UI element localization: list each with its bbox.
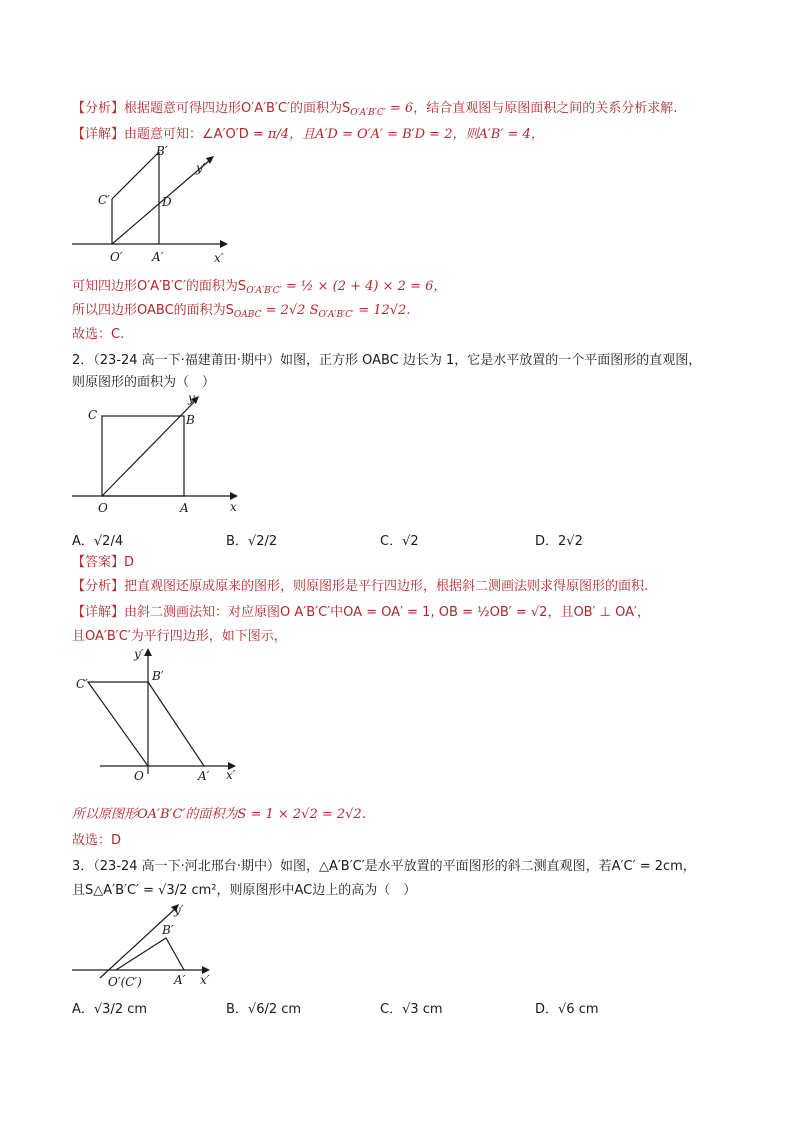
analysis-text: 根据题意可得四边形O′A′B′C′的面积为S — [124, 101, 351, 116]
label-y: y′ — [196, 161, 206, 175]
detail-tag: 【详解】 — [72, 605, 125, 620]
q1-figure — [70, 142, 250, 267]
area-subscript: OABC — [233, 310, 262, 320]
q2-area-line — [72, 806, 366, 824]
label-o: O′ — [110, 250, 123, 264]
y-axis — [102, 400, 196, 496]
detail-tag: 【详解】 — [72, 127, 125, 142]
analysis-tag: 【分析】 — [72, 101, 125, 116]
label-x: x′ — [226, 768, 236, 782]
label-c: C′ — [98, 193, 110, 207]
q2-answer-line — [72, 554, 134, 572]
label-o: O′(C′) — [108, 975, 142, 989]
answer-tag: 【答案】 — [72, 555, 125, 570]
label-b: B — [186, 413, 195, 427]
detail-text: 由斜二测画法知：对应原图O A′B′C′中OA = OA′ = 1, OB = ½OB′ = √2，且OB′ ⊥ OA′， — [124, 605, 650, 620]
q2-option-d[interactable]: D．2√2 — [535, 534, 583, 549]
label-y: y′ — [134, 647, 144, 661]
label-y: y′ — [174, 903, 184, 917]
q3-stem-1: 3．（23-24 高一下·河北邢台·期中）如图，△A′B′C′是水平放置的平面图形的斜二测直观图，若A′C′ = 2cm， — [72, 859, 696, 874]
label-o: O — [134, 769, 144, 783]
area-text: 可知四边形O′A′B′C′的面积为S — [72, 279, 247, 294]
label-a: A′ — [174, 973, 186, 987]
q2-detail-2: 且OA′B′C′为平行四边形，如下图示， — [72, 629, 287, 644]
q3-stem-2: 且S△A′B′C′ = √3/2 cm²，则原图形中AC边上的高为（ ） — [72, 883, 417, 898]
q2-analysis-line — [72, 578, 648, 596]
q2-option-a[interactable]: A．√2/4 — [72, 534, 124, 549]
q1-analysis-line — [72, 100, 677, 122]
y-axis — [100, 908, 176, 978]
q3-figure — [70, 900, 240, 1000]
label-b: B′ — [156, 144, 168, 158]
label-x: x′ — [214, 251, 224, 265]
label-a: A′ — [198, 769, 210, 783]
area-equation: = 2√2 S — [261, 303, 319, 318]
q2-stem-2: 则原图形的面积为（ ） — [72, 375, 216, 390]
side-cb — [112, 152, 159, 199]
q3-option-c[interactable]: C．√3 cm — [380, 1002, 443, 1017]
detail-fraction: π/4 — [267, 127, 290, 142]
label-o: O — [98, 501, 108, 515]
area-subscript: O′A′B′C′ — [246, 286, 282, 296]
label-d: D — [162, 195, 172, 209]
label-a: A′ — [152, 250, 164, 264]
analysis-tag: 【分析】 — [72, 579, 125, 594]
analysis-equation: = 6 — [385, 101, 414, 116]
label-x: x′ — [200, 973, 210, 987]
x-axis-arrow — [230, 492, 238, 500]
label-c: C — [88, 408, 98, 422]
label-c: C′ — [76, 677, 88, 691]
analysis-text: 把直观图还原成原来的图形，则原图形是平行四边形，根据斜二测画法则求得原图形的面积. — [124, 579, 649, 594]
q1-area-line-a — [72, 278, 446, 300]
q2-option-c[interactable]: C．√2 — [380, 534, 419, 549]
label-y: y — [188, 391, 195, 405]
q3-option-a[interactable]: A．√3/2 cm — [72, 1002, 148, 1017]
x-axis-arrow — [220, 240, 228, 248]
area-subscript-2: O′A′B′C′ — [318, 310, 355, 320]
detail-text: 由题意可知：∠A′O′D = — [124, 127, 268, 142]
q3-option-d[interactable]: D．√6 cm — [535, 1002, 599, 1017]
area-tail: = 12√2. — [354, 303, 411, 318]
label-b: B′ — [162, 923, 174, 937]
y-axis-arrow — [144, 648, 152, 656]
q3-option-b[interactable]: B．√6/2 cm — [226, 1002, 302, 1017]
analysis-subscript: O′A′B′C′ — [350, 108, 386, 118]
q1-area-line-b — [72, 302, 410, 324]
label-a: A — [180, 501, 189, 515]
q1-choice: 故选：C. — [72, 327, 125, 342]
detail-tail: ，且A′D = O′A′ = B′D = 2，则A′B′ = 4， — [289, 127, 544, 142]
analysis-tail: ，结合直观图与原图面积之间的关系分析求解. — [413, 101, 678, 116]
area-text: 所以四边形OABC的面积为S — [72, 303, 234, 318]
label-x: x — [230, 500, 237, 514]
q2-choice: 故选：D — [72, 833, 122, 848]
label-b: B′ — [152, 669, 164, 683]
q2-option-b[interactable]: B．√2/2 — [226, 534, 278, 549]
q2-stem-1: 2．（23-24 高一下·福建莆田·期中）如图，正方形 OABC 边长为 1，它是水平放置的一个平面图形的直观图， — [72, 353, 702, 368]
answer-value: D — [124, 555, 135, 570]
q2-figure — [70, 392, 250, 522]
area-equation: = ½ × (2 + 4) × 2 = 6， — [281, 279, 447, 294]
area-text: 所以原图形OA′B′C′的面积为S = 1 × 2√2 = 2√2. — [72, 807, 366, 822]
q2-detail-line — [72, 604, 650, 622]
parallelogram — [88, 682, 204, 766]
q2-figure-2 — [70, 646, 250, 786]
